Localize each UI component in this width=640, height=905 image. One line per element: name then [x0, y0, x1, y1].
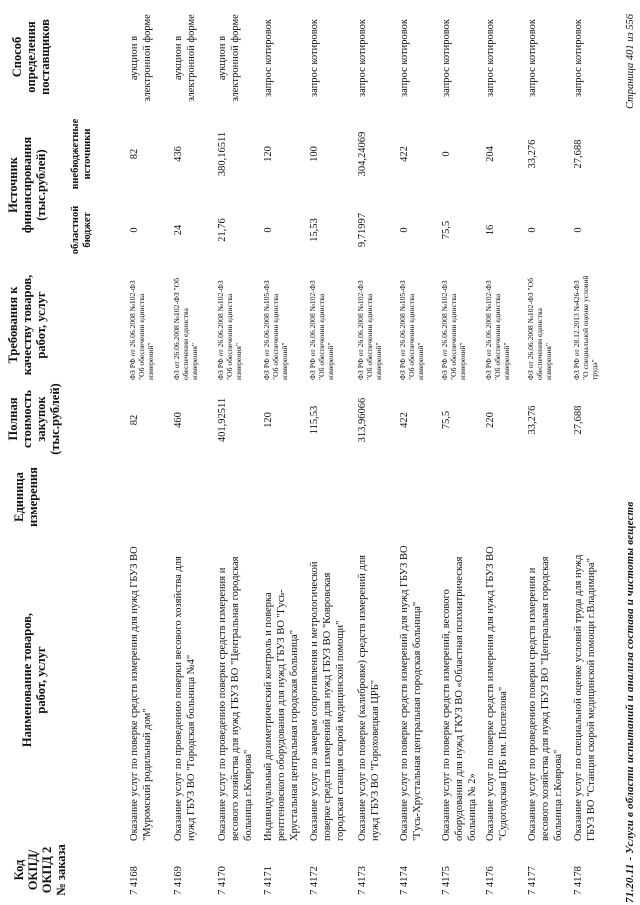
row-code: 7 4173	[357, 866, 368, 895]
row-total: 401,92511	[217, 397, 228, 443]
row-name: Оказание услуг по проведению поверки средств измерения и весового хозяйства для нужд ГБУЗ ВО "Центральная городская больница г.Коврова"	[217, 556, 254, 841]
row-code: 7 4170	[217, 866, 228, 895]
row-regional-budget: 0	[399, 227, 410, 233]
row-requirements: ФЗ РФ от 26.06.2008 №105-ФЗ "Об обеспечении единства измерений"	[262, 280, 289, 380]
row-requirements: ФЗ РФ от 26.06.2008 №102-ФЗ "Об обеспечении единства измерений"	[484, 280, 511, 380]
row-name: Оказание услуг по проведению поверки весового хозяйства для нужд ГБУЗ ВО "Городская больница №4"	[173, 556, 197, 841]
row-regional-budget: 16	[485, 224, 496, 236]
row-name: Оказание услуг по поверке (калибровке) средств измерений для нужд ГБУЗ ВО "Гороховецкая ЦРБ"	[357, 555, 381, 841]
row-code: 7 4174	[399, 866, 410, 895]
row-regional-budget: 0	[573, 227, 584, 233]
header-name: Наименование товаров, работ, услуг	[20, 612, 48, 748]
row-method: аукцион в электронной форме	[129, 14, 153, 102]
row-requirements: ФЗ РФ от 26.06.2008 №105-ФЗ "Об обеспечении единства измерений"	[398, 280, 425, 380]
row-method: запрос котировок	[573, 19, 584, 97]
row-name: Оказание услуг по поверке средств измерения для нужд ГБУЗ ВО "Судогодская ЦРБ им. Поспелова"	[485, 546, 509, 841]
row-code: 7 4169	[173, 866, 184, 895]
row-extrabudgetary: 304,24069	[357, 131, 368, 177]
row-total: 115,53	[309, 405, 320, 435]
header-requirements: Требования к качеству товаров, работ, услуг	[6, 274, 48, 376]
row-code: 7 4177	[527, 866, 538, 895]
row-regional-budget: 9,71997	[357, 212, 368, 248]
row-name: Оказание услуг по поверке средств измерений, весового оборудования для нужд ГКУЗ ВО «Областная психиатрическая больница № 2»	[441, 556, 478, 841]
row-code: 7 4171	[263, 866, 274, 895]
row-requirements: ФЗ от 26.06.2008 №102-ФЗ "Об обеспечении единства измерения"	[172, 277, 199, 380]
row-requirements: ФЗ РФ от 26.06.2008 №102-ФЗ "Об обеспечении единства измерений"	[308, 280, 335, 380]
row-extrabudgetary: 82	[129, 148, 140, 160]
row-name: Оказание услуг по замерам сопротивления и метрологической поверке средств измерений для нужд ГБУЗ ВО "Ковровская городская станция скорой медицинской помощи"	[309, 561, 346, 841]
row-name: Оказание услуг по специальной оценке условий труда для нужд ГБУЗ ВО "Станция скорой медицинской помощи г.Владимира"	[573, 554, 597, 841]
row-regional-budget: 0	[527, 227, 538, 233]
row-total: 27,688	[573, 405, 584, 435]
row-requirements: ФЗ РФ от 28.12.2013 №426-ФЗ "О специальной оценке условий труда"	[572, 275, 599, 380]
row-total: 82	[129, 414, 140, 426]
row-total: 33,276	[527, 405, 538, 435]
row-method: аукцион в электронной форме	[217, 14, 241, 102]
row-name: Оказание услуг по проведению поверки средств измерения и весового хозяйства для нужд ГБУЗ ВО "Центральная городская больница г.Коврова"	[527, 556, 564, 841]
header-extrabudgetary: внебюджетные источники	[70, 118, 93, 190]
section-title: 71.20.11 - Услуги в области испытаний и анализа состава и чистоты веществ	[624, 501, 636, 903]
row-extrabudgetary: 436	[173, 146, 184, 162]
header-regional-budget: областной бюджет	[70, 205, 93, 255]
row-method: запрос котировок	[263, 19, 274, 97]
row-name: Индивидуальный дозиметрический контроль и поверка рентгеновского оборудования для нужд ГБУЗ ВО "Гусь-Хрустальная центральная городская больница"	[263, 589, 300, 841]
header-code: Код ОКПД/ ОКПД 2 № заказа	[12, 844, 68, 896]
row-code: 7 4178	[573, 866, 584, 895]
row-requirements: ФЗ РФ от 26.06.2008 №102-ФЗ "Об обеспечении единства измерений"	[128, 280, 155, 380]
row-regional-budget: 21,76	[217, 218, 228, 242]
header-funding: Источник финансирования (тыс.рублей)	[6, 136, 48, 234]
row-name: Оказание услуг по поверке средств измерений для нужд ГБУЗ ВО "Гусь-Хрустальная центральная городская больница"	[399, 545, 423, 841]
row-code: 7 4176	[485, 866, 496, 895]
header-method: Способ определения поставщиков	[10, 19, 52, 95]
row-extrabudgetary: 27,688	[573, 139, 584, 169]
row-total: 422	[399, 412, 410, 428]
row-name: Оказание услуг по поверке средств измерения для нужд ГБУЗ ВО "Муромский родильный дом"	[129, 546, 153, 841]
row-code: 7 4172	[309, 866, 320, 895]
row-extrabudgetary: 33,276	[527, 139, 538, 169]
row-method: запрос котировок	[309, 19, 320, 97]
row-extrabudgetary: 100	[309, 146, 320, 162]
row-method: запрос котировок	[399, 19, 410, 97]
row-method: аукцион в электронной форме	[173, 14, 197, 102]
row-regional-budget: 75,5	[441, 220, 452, 240]
row-requirements: ФЗ РФ от 26.06.2008 №102-ФЗ "Об обеспечении единства измерения"	[216, 280, 243, 380]
row-code: 7 4168	[129, 866, 140, 895]
row-total: 120	[263, 412, 274, 428]
row-method: запрос котировок	[527, 19, 538, 97]
row-total: 460	[173, 412, 184, 428]
row-total: 220	[485, 412, 496, 428]
row-regional-budget: 0	[129, 227, 140, 233]
row-code: 7 4175	[441, 866, 452, 895]
row-regional-budget: 15,53	[309, 218, 320, 242]
row-requirements: ФЗ РФ от 26.06.2008 №102-ФЗ "Об обеспечении единства измерений"	[440, 280, 467, 380]
row-method: запрос котировок	[357, 19, 368, 97]
row-requirements: ФЗ от 26.06.2008 №102-ФЗ "Об обеспечении единства измерения"	[526, 277, 553, 380]
row-total: 313,96066	[357, 397, 368, 443]
row-total: 75,5	[441, 410, 452, 430]
row-requirements: ФЗ РФ от 26.06.2008 №102-ФЗ "Об обеспечении единства измерений"	[356, 280, 383, 380]
row-extrabudgetary: 204	[485, 146, 496, 162]
row-extrabudgetary: 422	[399, 146, 410, 162]
row-method: запрос котировок	[485, 19, 496, 97]
row-extrabudgetary: 120	[263, 146, 274, 162]
row-regional-budget: 24	[173, 224, 184, 236]
row-regional-budget: 0	[263, 227, 274, 233]
row-extrabudgetary: 380,16511	[217, 131, 228, 177]
table-header	[6, 0, 121, 905]
page-number: Страница 401 из 556	[625, 14, 636, 110]
row-method: запрос котировок	[441, 19, 452, 97]
row-extrabudgetary: 0	[441, 151, 452, 157]
header-total: Полная стоимость закупок (тыс.рублей)	[6, 383, 62, 455]
header-unit: Единица измерения	[12, 467, 40, 527]
